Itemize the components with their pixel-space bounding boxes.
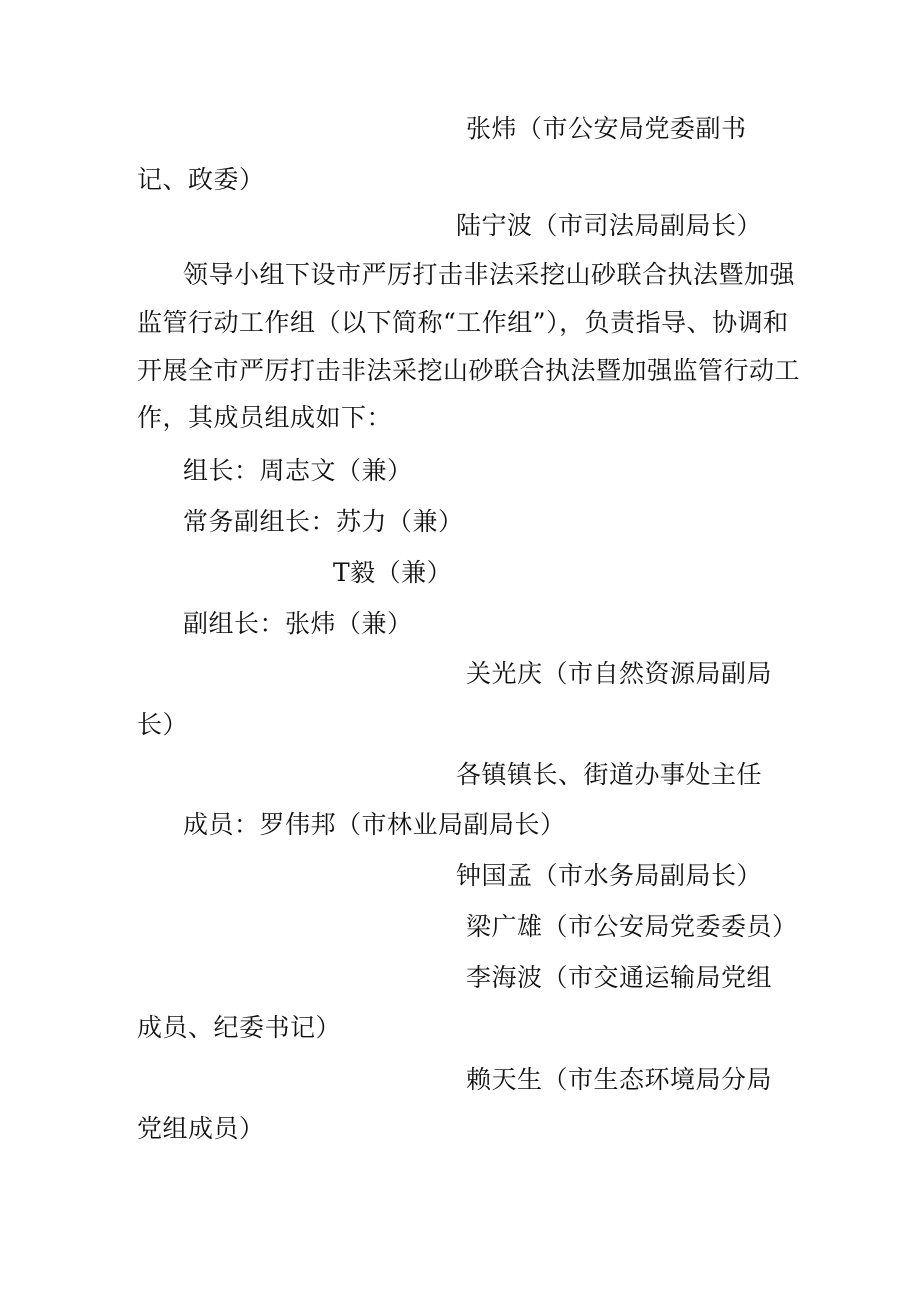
text-line: 成员：罗伟邦（市林业局副局长） — [183, 810, 566, 839]
paragraph-line: 作，其成员组成如下： — [137, 403, 393, 432]
text-line: 钟国孟（市水务局副局长） — [456, 861, 763, 890]
text-line: 副组长：张炜（兼） — [183, 609, 413, 638]
text-line: 记、政委） — [137, 165, 265, 194]
text-line: 陆宁波（市司法局副局长） — [456, 211, 763, 240]
text-line: 梁广雄（市公安局党委委员） — [466, 912, 798, 941]
text-line: 组长：周志文（兼） — [183, 456, 413, 485]
text-line: 成员、纪委书记） — [137, 1013, 342, 1042]
text-line: 李海波（市交通运输局党组 — [466, 963, 773, 992]
paragraph-line: 领导小组下设市严厉打击非法采挖山砂联合执法暨加强 — [183, 260, 796, 289]
text-line: 各镇镇长、街道办事处主任 — [456, 760, 763, 789]
paragraph-line: 开展全市严厉打击非法采挖山砂联合执法暨加强监管行动工 — [137, 356, 801, 385]
text-line: 党组成员） — [137, 1114, 265, 1143]
text-line: T毅（兼） — [333, 558, 453, 587]
text-line: 常务副组长：苏力（兼） — [183, 507, 464, 536]
text-line: 关光庆（市自然资源局副局 — [466, 659, 773, 688]
text-line: 长） — [137, 710, 189, 739]
text-line: 赖天生（市生态环境局分局 — [466, 1065, 773, 1094]
text-line: 张炜（市公安局党委副书 — [466, 114, 747, 143]
paragraph-line: 监管行动工作组（以下简称“工作组”），负责指导、协调和 — [137, 308, 789, 337]
